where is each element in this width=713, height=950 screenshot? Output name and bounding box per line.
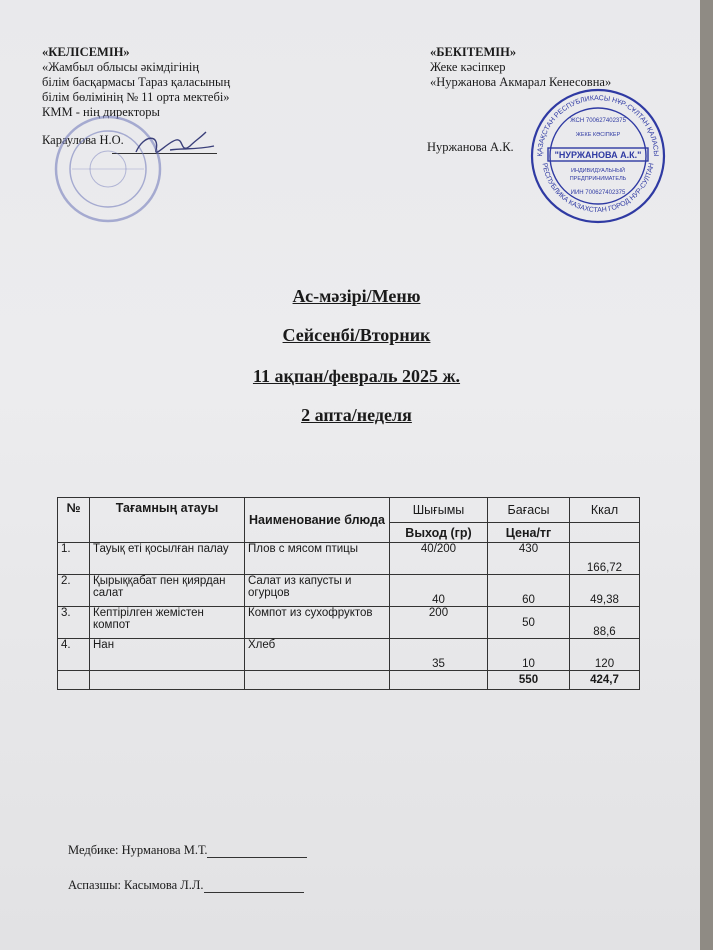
menu-table [57, 497, 640, 690]
agreement-line: білім басқармасы Тараз қаласының [42, 75, 231, 89]
cell-name-ru: Хлеб [245, 639, 390, 671]
header-price-ru: Цена/тг [488, 523, 570, 543]
header-name-kz: Тағамның атауы [90, 498, 245, 543]
cell-output: 200 [390, 607, 488, 639]
approval-signer: Нуржанова А.К. [427, 140, 514, 154]
stamp-iin-bottom: ИИН 700627402375 [570, 190, 626, 196]
stamp-ring-bottom: РЕСПУБЛИКА КАЗАХСТАН ГОРОД НУР-СУЛТАН [540, 162, 656, 215]
total-price: 550 [488, 671, 570, 690]
cell-name-ru: Компот из сухофруктов [245, 607, 390, 639]
stamp-line2: ПРЕДПРИНИМАТЕЛЬ [569, 176, 627, 182]
header-name-ru: Наименование блюда [245, 498, 390, 543]
agreement-heading: «КЕЛІСЕМІН» [42, 45, 130, 59]
cook-line [68, 878, 304, 893]
title-date: 11 ақпан/февраль 2025 ж. [252, 366, 461, 386]
table-total-row [58, 671, 640, 690]
title-menu: Ас-мәзірі/Меню [292, 286, 421, 306]
cell-price: 10 [488, 639, 570, 671]
header-price-kz: Бағасы [488, 498, 570, 523]
cell-no: 3. [58, 607, 90, 639]
medic-label: Медбике: Нурманова М.Т. [68, 843, 208, 857]
cell-kcal: 120 [570, 639, 640, 671]
stamp-iin-top: ЖСН 700627402375 [570, 118, 626, 124]
approval-block [430, 45, 611, 90]
cell-output: 40/200 [390, 543, 488, 575]
cook-label: Аспазшы: Касымова Л.Л. [68, 878, 204, 892]
cell-name-ru: Плов с мясом птицы [245, 543, 390, 575]
entrepreneur-stamp [528, 86, 668, 226]
cell-empty [245, 671, 390, 690]
title-day: Сейсенбі/Вторник [282, 325, 431, 345]
header-output-ru: Выход (гр) [390, 523, 488, 543]
medic-line [68, 843, 307, 858]
cell-output: 40 [390, 575, 488, 607]
cell-name-ru: Салат из капусты и огурцов [245, 575, 390, 607]
cell-no: 2. [58, 575, 90, 607]
header-kcal: Ккал [570, 498, 640, 523]
cell-name-kz: Нан [90, 639, 245, 671]
cell-name-kz: Қырыққабат пен қиярдан салат [90, 575, 245, 607]
header-empty [570, 523, 640, 543]
cell-name-kz: Тауық еті қосылған палау [90, 543, 245, 575]
agreement-line: «Жамбыл облысы әкімдігінің [42, 60, 200, 74]
signature-blank [207, 857, 307, 858]
table-header-row [58, 498, 640, 523]
title-week: 2 апта/неделя [301, 405, 412, 425]
stamp-name: "НУРЖАНОВА А.К." [554, 150, 642, 160]
cell-output: 35 [390, 639, 488, 671]
approval-line: Жеке кәсіпкер [430, 60, 506, 74]
cell-kcal: 88,6 [570, 607, 640, 639]
background-edge [700, 0, 713, 950]
signature-blank [204, 892, 304, 893]
cell-name-kz: Кептірілген жемістен компот [90, 607, 245, 639]
agreement-line: КММ - нің директоры [42, 105, 160, 119]
agreement-line: білім бөлімінің № 11 орта мектебі» [42, 90, 230, 104]
stamp-ring-top: ҚАЗАҚСТАН РЕСПУБЛИКАСЫ НҰР-СҰЛТАН ҚАЛАСЫ [536, 94, 660, 157]
cell-price: 60 [488, 575, 570, 607]
cell-empty [90, 671, 245, 690]
header-output-kz: Шығымы [390, 498, 488, 523]
director-signature [130, 128, 220, 162]
table-row [58, 639, 640, 671]
table-row [58, 607, 640, 639]
stamp-line1: ИНДИВИДУАЛЬНЫЙ [571, 168, 625, 174]
cell-price: 430 [488, 543, 570, 575]
cell-kcal: 166,72 [570, 543, 640, 575]
cell-kcal: 49,38 [570, 575, 640, 607]
cell-empty [390, 671, 488, 690]
approval-line: «Нуржанова Акмарал Кенесовна» [430, 75, 612, 89]
cell-empty [58, 671, 90, 690]
stamp-title-small: ЖЕКЕ КӘСІПКЕР [575, 132, 621, 138]
table-row [58, 543, 640, 575]
cell-no: 4. [58, 639, 90, 671]
total-kcal: 424,7 [570, 671, 640, 690]
cell-price: 50 [488, 607, 570, 639]
approval-heading: «БЕКІТЕМІН» [430, 45, 517, 59]
agreement-signer: Караулова Н.О. [42, 133, 124, 147]
table-row [58, 575, 640, 607]
cell-no: 1. [58, 543, 90, 575]
header-no: № [58, 498, 90, 543]
